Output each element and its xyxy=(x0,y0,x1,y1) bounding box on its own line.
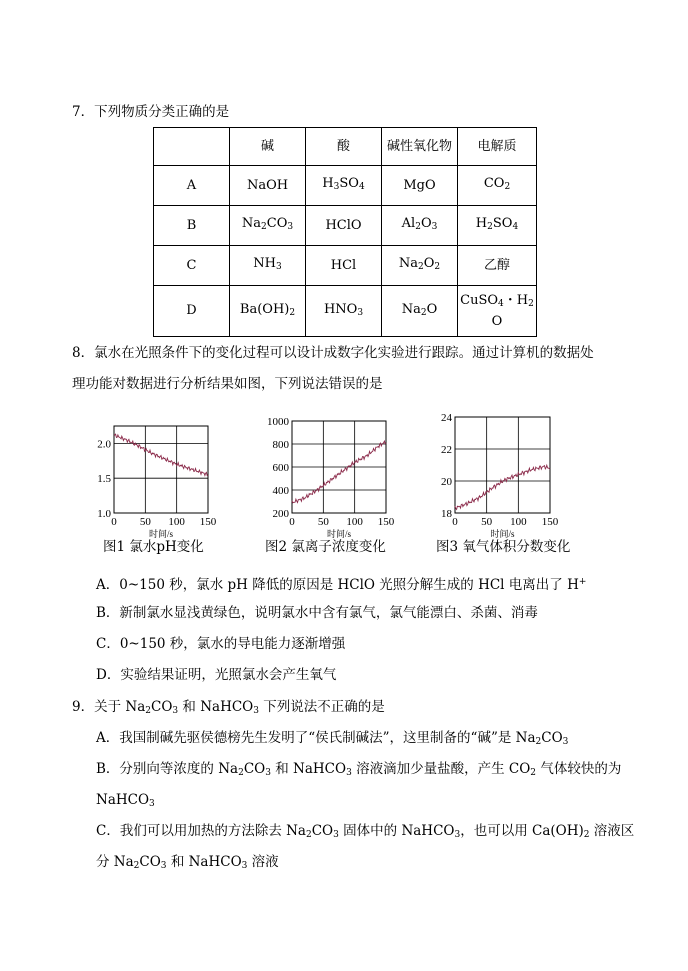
q9-stem: 9．关于 $Na_2CO_3$ 和 NaHCO$_3$ 下列说法不正确的是 xyxy=(72,699,385,716)
q9-option-c-line2: 分 $Na_2CO_3$ 和 NaHCO$_3$ 溶液 xyxy=(96,854,279,871)
x-axis-label: 时间/s xyxy=(326,529,352,539)
x-tick-label: 100 xyxy=(510,516,527,528)
plot-frame xyxy=(455,417,550,513)
chart-ph xyxy=(90,412,220,539)
chart-oxygen xyxy=(428,412,559,539)
y-tick-label: 800 xyxy=(272,439,289,451)
table-row xyxy=(154,286,537,337)
series-line xyxy=(292,441,386,503)
x-tick-label: 0 xyxy=(289,516,295,528)
y-tick-label: 1000 xyxy=(267,416,289,428)
table-cell: CuSO$_4$・$H_2$ O xyxy=(458,286,537,337)
x-tick-label: 150 xyxy=(199,516,217,528)
y-tick-label: 24 xyxy=(441,412,452,424)
x-tick-label: 150 xyxy=(541,516,559,528)
table-cell: B xyxy=(154,206,230,246)
series-line xyxy=(114,434,208,475)
table-cell: NaOH xyxy=(230,166,306,206)
table-header-row xyxy=(154,128,537,166)
chart-chloride xyxy=(258,412,398,539)
table-cell: $Na_2CO_3$ xyxy=(230,206,306,246)
q8-option-b: B．新制氯水显浅黄绿色，说明氯水中含有氯气，氯气能漂白、杀菌、消毒 xyxy=(96,605,538,621)
table-row xyxy=(154,166,537,206)
table-cell: A xyxy=(154,166,230,206)
x-axis-label: 时间/s xyxy=(148,529,174,539)
q9-option-c-line1: C．我们可以用加热的方法除去 $Na_2CO_3$ 固体中的 NaHCO$_3$，也可以用 $Ca(OH)_2$ 溶液区 xyxy=(96,823,635,840)
table-cell: MgO xyxy=(382,166,458,206)
x-tick-label: 100 xyxy=(346,516,363,528)
q7-stem: 7．下列物质分类正确的是 xyxy=(72,104,230,120)
table-cell: C xyxy=(154,246,230,286)
q8-stem-line1: 8．氯水在光照条件下的变化过程可以设计成数字化实验进行跟踪。通过计算机的数据处 xyxy=(72,345,594,361)
y-tick-label: 1.0 xyxy=(97,508,111,520)
y-tick-label: 18 xyxy=(441,508,452,520)
q8-option-c: C．0~150 秒，氯水的导电能力逐渐增强 xyxy=(96,636,346,652)
table-cell: $Al_2O_3$ xyxy=(382,206,458,246)
y-tick-label: 600 xyxy=(272,462,289,474)
table-cell: $Na_2O$ xyxy=(382,286,458,337)
header-cell: 碱性氧化物 xyxy=(382,128,458,166)
plot-frame xyxy=(114,426,208,513)
x-tick-label: 100 xyxy=(168,516,185,528)
y-tick-label: 22 xyxy=(441,444,452,456)
y-tick-label: 20 xyxy=(441,476,452,488)
header-cell xyxy=(154,128,230,166)
q9-option-b-line1: B．分别向等浓度的 $Na_2CO_3$ 和 NaHCO$_3$ 溶液滴加少量盐酸，产生 $CO_2$ 气体较快的为 xyxy=(96,761,622,778)
table-cell: HCl xyxy=(306,246,382,286)
header-cell: 电解质 xyxy=(458,128,537,166)
y-tick-label: 2.0 xyxy=(97,438,111,451)
y-tick-label: 200 xyxy=(272,508,289,520)
table-cell: $Ba(OH)_2$ xyxy=(230,286,306,337)
q8-option-a: A．0~150 秒，氯水 pH 降低的原因是 HClO 光照分解生成的 HCl 电离出了 H+ xyxy=(96,577,587,593)
table-row xyxy=(154,246,537,286)
table-cell: 乙醇 xyxy=(458,246,537,286)
q9-option-a: A．我国制碱先驱侯德榜先生发明了“侯氏制碱法”，这里制备的“碱”是 $Na_2CO_3$ xyxy=(96,730,569,747)
table-cell: $NH_3$ xyxy=(230,246,306,286)
x-tick-label: 50 xyxy=(317,516,329,528)
table-cell: $H_2SO_4$ xyxy=(458,206,537,246)
table-cell: $H_3SO_4$ xyxy=(306,166,382,206)
q9-option-b-line2: NaHCO$_3$ xyxy=(96,792,155,809)
classification-table xyxy=(153,127,537,337)
chart-caption-3: 图3 氧气体积分数变化 xyxy=(436,539,571,555)
table-cell: HClO xyxy=(306,206,382,246)
series-line xyxy=(455,465,550,509)
x-tick-label: 50 xyxy=(139,516,151,528)
x-tick-label: 0 xyxy=(452,516,458,528)
table-cell: $CO_2$ xyxy=(458,166,537,206)
q8-option-d: D．实验结果证明，光照氯水会产生氧气 xyxy=(96,667,337,683)
table-row xyxy=(154,206,537,246)
header-cell: 碱 xyxy=(230,128,306,166)
chart-caption-1: 图1 氯水pH变化 xyxy=(103,539,204,555)
table-cell: D xyxy=(154,286,230,337)
y-tick-label: 1.5 xyxy=(97,473,111,486)
y-tick-label: 400 xyxy=(272,485,289,497)
chart-caption-2: 图2 氯离子浓度变化 xyxy=(265,539,386,555)
table-cell: $Na_2O_2$ xyxy=(382,246,458,286)
x-tick-label: 50 xyxy=(481,516,493,528)
table-cell: $HNO_3$ xyxy=(306,286,382,337)
x-tick-label: 0 xyxy=(111,516,117,528)
x-tick-label: 150 xyxy=(377,516,395,528)
x-axis-label: 时间/s xyxy=(490,529,515,539)
q8-stem-line2: 理功能对数据进行分析结果如图，下列说法错误的是 xyxy=(72,376,383,392)
header-cell: 酸 xyxy=(306,128,382,166)
